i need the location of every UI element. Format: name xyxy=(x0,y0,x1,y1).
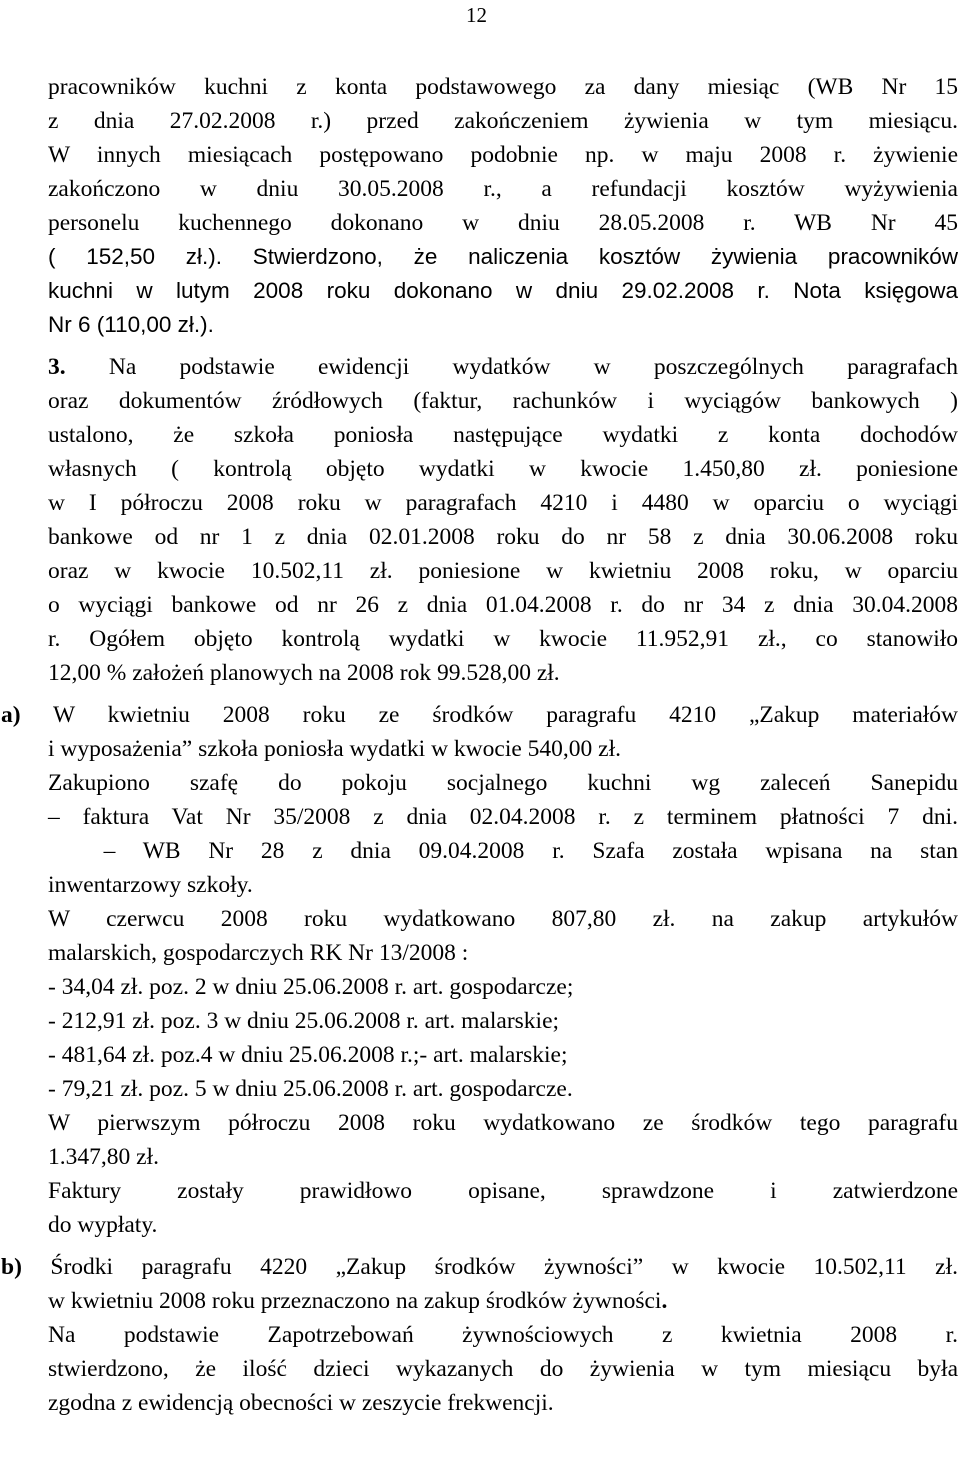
text-line: W innych miesiącach postępowano podobnie np. w maju 2008 r. żywienie xyxy=(48,142,958,168)
text-line xyxy=(48,800,958,834)
text-line: w I półroczu 2008 roku w paragrafach 4210 i 4480 w oparciu o wyciągi xyxy=(48,490,958,516)
section-3-marker: 3. xyxy=(48,354,66,380)
item-a-marker: a) xyxy=(1,702,21,728)
text-line: W pierwszym półroczu 2008 roku wydatkowano ze środków tego paragrafu xyxy=(48,1110,958,1136)
text-line: do wypłaty. xyxy=(48,1212,158,1238)
dash: – xyxy=(48,804,60,830)
text-line: 1.347,80 zł. xyxy=(48,1144,159,1170)
document-body xyxy=(1,70,959,1420)
item-b-marker: b) xyxy=(1,1254,22,1280)
text-line: zakończono w dniu 30.05.2008 r., a refundacji kosztów wyżywienia xyxy=(48,176,958,202)
text-line: zgodna z ewidencją obecności w zeszycie frekwencji. xyxy=(48,1390,554,1416)
text-line: Zakupiono szafę do pokoju socjalnego kuchni wg zaleceń Sanepidu xyxy=(48,770,958,796)
text-line: pracowników kuchni z konta podstawowego za dany miesiąc (WB Nr 15 xyxy=(48,74,958,100)
dash: – xyxy=(48,838,116,864)
text-line xyxy=(48,834,958,868)
page-number: 12 xyxy=(466,3,487,27)
text-fragment: w kwietniu 2008 roku przeznaczono na zakup środków żywności xyxy=(48,1288,662,1314)
text-line: własnych ( kontrolą objęto wydatki w kwocie 1.450,80 zł. poniesione xyxy=(48,456,958,482)
text-line: z dnia 27.02.2008 r.) przed zakończeniem żywienia w tym miesiącu. xyxy=(48,108,958,134)
text-line: stwierdzono, że ilość dzieci wykazanych do żywienia w tym miesiącu była xyxy=(48,1356,958,1382)
bold-period: . xyxy=(661,1288,668,1314)
item-b-first-line xyxy=(1,1250,958,1284)
list-item: - 212,91 zł. poz. 3 w dniu 25.06.2008 r. art. malarskie; xyxy=(48,1008,560,1034)
text-line: r. Ogółem objęto kontrolą wydatki w kwocie 11.952,91 zł., co stanowiło xyxy=(48,626,958,652)
item-a-first-line xyxy=(1,698,958,732)
text-line: inwentarzowy szkoły. xyxy=(48,872,253,898)
text-fragment: faktura Vat Nr 35/2008 z dnia 02.04.2008 r. z terminem płatności 7 dni. xyxy=(59,804,958,830)
section-3 xyxy=(48,350,958,690)
text-line: ustalono, że szkoła poniosła następujące wydatki z konta dochodów xyxy=(48,422,958,448)
text-line: o wyciągi bankowe od nr 26 z dnia 01.04.2008 r. do nr 34 z dnia 30.04.2008 xyxy=(48,592,958,618)
text-line xyxy=(48,1284,958,1318)
list-item: - 34,04 zł. poz. 2 w dniu 25.06.2008 r. art. gospodarcze; xyxy=(48,974,574,1000)
text-line: i wyposażenia” szkoła poniosła wydatki w kwocie 540,00 zł. xyxy=(48,736,621,762)
list-item: - 79,21 zł. poz. 5 w dniu 25.06.2008 r. art. gospodarcze. xyxy=(48,1076,573,1102)
list-item: - 481,64 zł. poz.4 w dniu 25.06.2008 r.;- art. malarskie; xyxy=(48,1042,568,1068)
text-line: oraz dokumentów źródłowych (faktur, rachunków i wyciągów bankowych ) xyxy=(48,388,958,414)
paragraph-continuation xyxy=(48,70,958,342)
section-3-first-line xyxy=(48,350,958,384)
text-line: Środki paragrafu 4220 „Zakup środków żywności” w kwocie 10.502,11 zł. xyxy=(50,1254,958,1280)
text-line: 12,00 % założeń planowych na 2008 rok 99.528,00 zł. xyxy=(48,660,560,686)
text-line: oraz w kwocie 10.502,11 zł. poniesione w kwietniu 2008 roku, w oparciu xyxy=(48,558,958,584)
text-line: kuchni w lutym 2008 roku dokonano w dniu 29.02.2008 r. Nota księgowa xyxy=(48,278,958,303)
text-line: Na podstawie Zapotrzebowań żywnościowych z kwietnia 2008 r. xyxy=(48,1322,958,1348)
text-line: W czerwcu 2008 roku wydatkowano 807,80 zł. na zakup artykułów xyxy=(48,906,958,932)
item-a xyxy=(1,698,959,1242)
text-line: W kwietniu 2008 roku ze środków paragrafu 4210 „Zakup materiałów xyxy=(53,702,959,728)
text-line: bankowe od nr 1 z dnia 02.01.2008 roku do nr 58 z dnia 30.06.2008 roku xyxy=(48,524,958,550)
item-b xyxy=(1,1250,958,1420)
text-line: ( 152,50 zł.). Stwierdzono, że naliczenia kosztów żywienia pracowników xyxy=(48,244,958,269)
text-fragment: WB Nr 28 z dnia 09.04.2008 r. Szafa została wpisana na stan xyxy=(115,838,958,864)
text-line: Nr 6 (110,00 zł.). xyxy=(48,312,214,337)
text-line: Faktury zostały prawidłowo opisane, sprawdzone i zatwierdzone xyxy=(48,1178,958,1204)
text-line: malarskich, gospodarczych RK Nr 13/2008 : xyxy=(48,940,469,966)
text-line: Na podstawie ewidencji wydatków w poszczególnych paragrafach xyxy=(108,354,958,380)
text-line: personelu kuchennego dokonano w dniu 28.05.2008 r. WB Nr 45 xyxy=(48,210,958,236)
